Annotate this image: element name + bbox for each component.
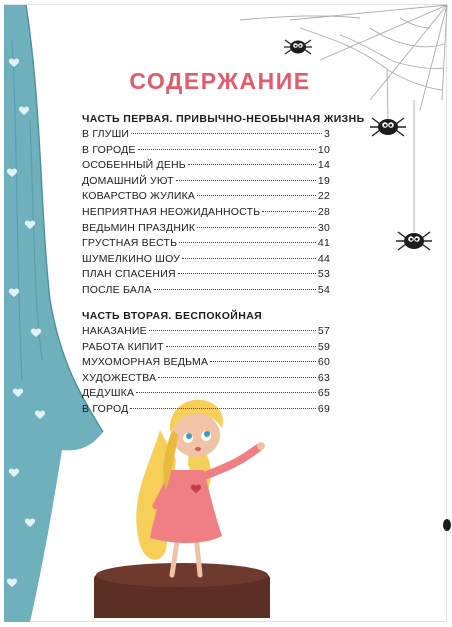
toc-entry-page: 10 (317, 143, 330, 156)
toc-entry[interactable] (82, 340, 330, 356)
toc-part-two (82, 308, 330, 418)
toc-entry[interactable] (82, 205, 330, 221)
toc-leader (197, 195, 316, 196)
toc-entry[interactable] (82, 371, 330, 387)
toc-entry[interactable] (82, 252, 330, 268)
toc-entry-title: ПЛАН СПАСЕНИЯ (82, 268, 176, 281)
toc-entry-title: НАКАЗАНИЕ (82, 325, 147, 337)
toc-entry-title: ПОСЛЕ БАЛА (82, 283, 152, 296)
toc-entry[interactable] (82, 189, 330, 205)
toc-leader (130, 408, 316, 409)
toc-leader (136, 392, 316, 393)
toc-leader (149, 330, 316, 331)
toc-entry-title: МУХОМОРНАЯ ВЕДЬМА (82, 356, 209, 369)
toc-leader (262, 211, 316, 212)
toc-leader (182, 258, 316, 259)
toc-entry-page: 22 (317, 190, 330, 203)
toc-part-one (82, 111, 365, 299)
toc-entry-title: ОСОБЕННЫЙ ДЕНЬ (82, 159, 186, 172)
toc-entry-title: ГРУСТНАЯ ВЕСТЬ (82, 237, 178, 250)
toc-leader (188, 164, 316, 165)
toc-entry[interactable] (82, 283, 330, 299)
toc-entry-title: РАБОТА КИПИТ (82, 340, 164, 353)
toc-entry-page: 60 (317, 356, 330, 369)
toc-leader (178, 273, 316, 274)
toc-entry[interactable] (82, 267, 330, 283)
toc-entry-page: 59 (317, 340, 330, 353)
toc-entry-title: ВЕДЬМИН ПРАЗДНИК (82, 221, 196, 234)
toc-entry-title: КОВАРСТВО ЖУЛИКА (82, 190, 196, 203)
toc-entry[interactable] (82, 127, 330, 143)
toc-entry[interactable] (82, 402, 330, 418)
toc-entry-title: ШУМЕЛКИНО ШОУ (82, 252, 181, 265)
toc-leader (176, 180, 316, 181)
toc-entry-page: 30 (317, 221, 330, 234)
toc-entry-page: 19 (317, 174, 330, 187)
toc-entry-page: 41 (317, 237, 330, 250)
toc-leader (131, 133, 322, 134)
toc-leader (210, 361, 316, 362)
toc-entry-page: 63 (317, 371, 330, 384)
toc-entry[interactable] (82, 158, 330, 174)
toc-entry-page: 57 (317, 325, 330, 337)
toc-leader (166, 346, 316, 347)
toc-entry[interactable] (82, 143, 330, 159)
toc-entry[interactable] (82, 324, 330, 340)
toc-leader (197, 227, 316, 228)
toc-entry-page: 54 (317, 283, 330, 296)
toc-leader (158, 377, 316, 378)
toc-entry-page: 53 (317, 268, 330, 281)
toc-leader (179, 242, 316, 243)
girl-illustration (94, 400, 270, 618)
toc-entry-page: 44 (317, 252, 330, 265)
toc-entry-title: В ГОРОД (82, 402, 129, 415)
toc-entry-title: ДОМАШНИЙ УЮТ (82, 174, 174, 187)
toc-entry-page: 3 (323, 128, 330, 140)
toc-entry-page: 14 (317, 159, 330, 172)
toc-entry[interactable] (82, 355, 330, 371)
toc-leader (154, 289, 316, 290)
toc-entry-title: В ГОРОДЕ (82, 143, 136, 156)
toc-leader (138, 149, 316, 150)
toc-entry[interactable] (82, 236, 330, 252)
toc-entry[interactable] (82, 174, 330, 190)
toc-entry-title: ХУДОЖЕСТВА (82, 371, 157, 384)
toc-entry-page: 28 (317, 205, 330, 218)
toc-entry-page: 65 (317, 387, 330, 400)
part-heading: ЧАСТЬ ВТОРАЯ. БЕСПОКОЙНАЯ (82, 310, 263, 322)
toc-entry-page: 69 (317, 402, 330, 415)
toc-entry-title: НЕПРИЯТНАЯ НЕОЖИДАННОСТЬ (82, 205, 261, 218)
toc-entry-title: В ГЛУШИ (82, 128, 130, 140)
page-title: СОДЕРЖАНИЕ (129, 68, 311, 94)
toc-entry[interactable] (82, 221, 330, 237)
toc-entry[interactable] (82, 386, 330, 402)
toc-entry-title: ДЕДУШКА (82, 387, 135, 400)
part-heading: ЧАСТЬ ПЕРВАЯ. ПРИВЫЧНО-НЕОБЫЧНАЯ ЖИЗНЬ (82, 113, 365, 125)
